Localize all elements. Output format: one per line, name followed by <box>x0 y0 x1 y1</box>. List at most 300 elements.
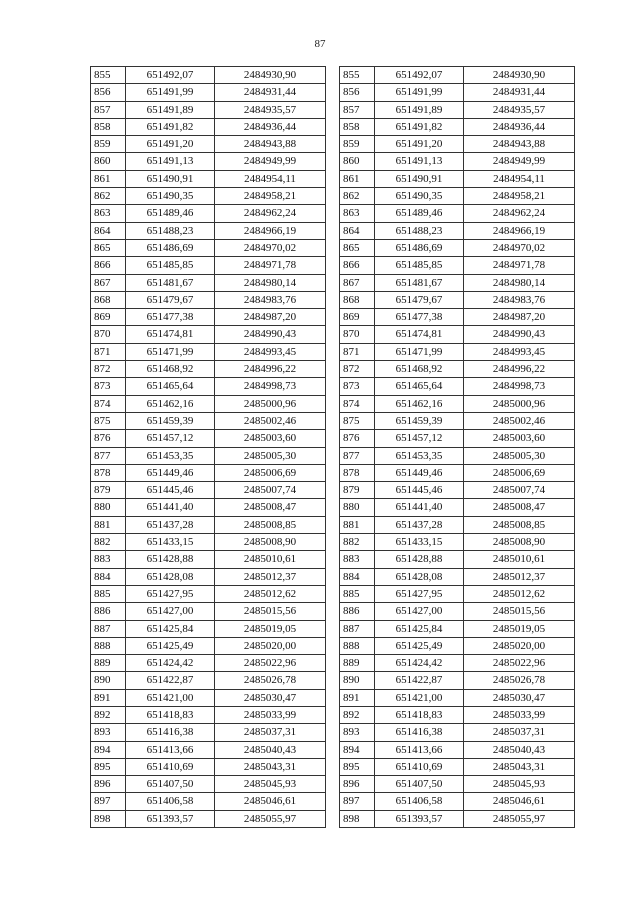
x-coordinate-cell: 651491,82 <box>126 118 215 135</box>
y-coordinate-cell: 2484954,11 <box>464 170 575 187</box>
point-number-cell: 887 <box>91 620 126 637</box>
x-coordinate-cell: 651491,82 <box>375 118 464 135</box>
x-coordinate-cell: 651474,81 <box>375 326 464 343</box>
x-coordinate-cell: 651485,85 <box>126 257 215 274</box>
table-row <box>340 395 575 412</box>
x-coordinate-cell: 651491,89 <box>375 101 464 118</box>
x-coordinate-cell: 651490,91 <box>375 170 464 187</box>
y-coordinate-cell: 2484993,45 <box>464 343 575 360</box>
x-coordinate-cell: 651489,46 <box>375 205 464 222</box>
point-number-cell: 893 <box>91 724 126 741</box>
x-coordinate-cell: 651471,99 <box>126 343 215 360</box>
point-number-cell: 863 <box>91 205 126 222</box>
y-coordinate-cell: 2484958,21 <box>464 188 575 205</box>
table-row <box>340 326 575 343</box>
x-coordinate-cell: 651421,00 <box>126 689 215 706</box>
table-row <box>340 706 575 723</box>
point-number-cell: 882 <box>340 534 375 551</box>
table-row <box>91 516 326 533</box>
point-number-cell: 872 <box>91 361 126 378</box>
table-row <box>91 343 326 360</box>
point-number-cell: 859 <box>91 136 126 153</box>
point-number-cell: 876 <box>91 430 126 447</box>
y-coordinate-cell: 2484990,43 <box>215 326 326 343</box>
y-coordinate-cell: 2485043,31 <box>215 758 326 775</box>
table-row <box>91 793 326 810</box>
point-number-cell: 865 <box>91 239 126 256</box>
table-row <box>91 188 326 205</box>
x-coordinate-cell: 651465,64 <box>126 378 215 395</box>
table-row <box>340 603 575 620</box>
point-number-cell: 891 <box>91 689 126 706</box>
table-row <box>91 326 326 343</box>
point-number-cell: 866 <box>91 257 126 274</box>
point-number-cell: 869 <box>340 309 375 326</box>
x-coordinate-cell: 651492,07 <box>375 67 464 84</box>
table-row <box>91 136 326 153</box>
y-coordinate-cell: 2484983,76 <box>215 291 326 308</box>
x-coordinate-cell: 651479,67 <box>126 291 215 308</box>
coordinates-table-right <box>339 66 575 828</box>
point-number-cell: 897 <box>340 793 375 810</box>
point-number-cell: 897 <box>91 793 126 810</box>
x-coordinate-cell: 651393,57 <box>126 810 215 827</box>
y-coordinate-cell: 2485022,96 <box>464 655 575 672</box>
table-row <box>340 724 575 741</box>
table-row <box>340 378 575 395</box>
point-number-cell: 890 <box>91 672 126 689</box>
table-row <box>91 568 326 585</box>
point-number-cell: 875 <box>91 412 126 429</box>
table-row <box>91 239 326 256</box>
table-row <box>340 84 575 101</box>
x-coordinate-cell: 651428,08 <box>126 568 215 585</box>
x-coordinate-cell: 651490,91 <box>126 170 215 187</box>
y-coordinate-cell: 2485019,05 <box>464 620 575 637</box>
table-row <box>340 343 575 360</box>
table-row <box>340 239 575 256</box>
table-row <box>91 672 326 689</box>
point-number-cell: 862 <box>91 188 126 205</box>
table-row <box>91 378 326 395</box>
y-coordinate-cell: 2484962,24 <box>215 205 326 222</box>
y-coordinate-cell: 2485043,31 <box>464 758 575 775</box>
y-coordinate-cell: 2485008,47 <box>464 499 575 516</box>
y-coordinate-cell: 2485012,62 <box>215 585 326 602</box>
y-coordinate-cell: 2484966,19 <box>215 222 326 239</box>
y-coordinate-cell: 2485020,00 <box>215 637 326 654</box>
point-number-cell: 891 <box>340 689 375 706</box>
y-coordinate-cell: 2484930,90 <box>464 67 575 84</box>
y-coordinate-cell: 2484971,78 <box>215 257 326 274</box>
x-coordinate-cell: 651424,42 <box>375 655 464 672</box>
point-number-cell: 889 <box>91 655 126 672</box>
point-number-cell: 892 <box>91 706 126 723</box>
table-row <box>91 585 326 602</box>
point-number-cell: 880 <box>91 499 126 516</box>
point-number-cell: 879 <box>91 482 126 499</box>
x-coordinate-cell: 651477,38 <box>375 309 464 326</box>
y-coordinate-cell: 2485040,43 <box>464 741 575 758</box>
x-coordinate-cell: 651416,38 <box>126 724 215 741</box>
y-coordinate-cell: 2485008,47 <box>215 499 326 516</box>
y-coordinate-cell: 2485005,30 <box>215 447 326 464</box>
table-row <box>340 153 575 170</box>
y-coordinate-cell: 2484998,73 <box>464 378 575 395</box>
table-row <box>340 67 575 84</box>
y-coordinate-cell: 2485003,60 <box>215 430 326 447</box>
x-coordinate-cell: 651488,23 <box>375 222 464 239</box>
point-number-cell: 885 <box>91 585 126 602</box>
x-coordinate-cell: 651485,85 <box>375 257 464 274</box>
y-coordinate-cell: 2484987,20 <box>464 309 575 326</box>
x-coordinate-cell: 651445,46 <box>375 482 464 499</box>
point-number-cell: 859 <box>340 136 375 153</box>
y-coordinate-cell: 2484970,02 <box>464 239 575 256</box>
point-number-cell: 895 <box>340 758 375 775</box>
table-row <box>91 464 326 481</box>
table-row <box>340 136 575 153</box>
point-number-cell: 871 <box>91 343 126 360</box>
x-coordinate-cell: 651462,16 <box>126 395 215 412</box>
point-number-cell: 861 <box>340 170 375 187</box>
x-coordinate-cell: 651457,12 <box>126 430 215 447</box>
table-row <box>340 585 575 602</box>
point-number-cell: 884 <box>340 568 375 585</box>
point-number-cell: 865 <box>340 239 375 256</box>
point-number-cell: 895 <box>91 758 126 775</box>
y-coordinate-cell: 2485008,90 <box>215 534 326 551</box>
table-row <box>340 758 575 775</box>
y-coordinate-cell: 2485006,69 <box>215 464 326 481</box>
x-coordinate-cell: 651459,39 <box>375 412 464 429</box>
y-coordinate-cell: 2485010,61 <box>464 551 575 568</box>
y-coordinate-cell: 2485030,47 <box>215 689 326 706</box>
y-coordinate-cell: 2485000,96 <box>215 395 326 412</box>
table-row <box>91 655 326 672</box>
y-coordinate-cell: 2485012,37 <box>464 568 575 585</box>
x-coordinate-cell: 651491,20 <box>375 136 464 153</box>
y-coordinate-cell: 2485015,56 <box>215 603 326 620</box>
x-coordinate-cell: 651459,39 <box>126 412 215 429</box>
y-coordinate-cell: 2485002,46 <box>464 412 575 429</box>
point-number-cell: 885 <box>340 585 375 602</box>
table-row <box>91 741 326 758</box>
x-coordinate-cell: 651468,92 <box>375 361 464 378</box>
y-coordinate-cell: 2485037,31 <box>464 724 575 741</box>
x-coordinate-cell: 651421,00 <box>375 689 464 706</box>
table-row <box>340 672 575 689</box>
point-number-cell: 860 <box>340 153 375 170</box>
point-number-cell: 860 <box>91 153 126 170</box>
x-coordinate-cell: 651428,88 <box>126 551 215 568</box>
table-row <box>91 637 326 654</box>
x-coordinate-cell: 651457,12 <box>375 430 464 447</box>
point-number-cell: 872 <box>340 361 375 378</box>
table-row <box>91 758 326 775</box>
point-number-cell: 866 <box>340 257 375 274</box>
y-coordinate-cell: 2485037,31 <box>215 724 326 741</box>
y-coordinate-cell: 2484930,90 <box>215 67 326 84</box>
y-coordinate-cell: 2485055,97 <box>464 810 575 827</box>
x-coordinate-cell: 651416,38 <box>375 724 464 741</box>
point-number-cell: 893 <box>340 724 375 741</box>
table-row <box>340 412 575 429</box>
point-number-cell: 896 <box>91 776 126 793</box>
x-coordinate-cell: 651481,67 <box>126 274 215 291</box>
y-coordinate-cell: 2484943,88 <box>464 136 575 153</box>
y-coordinate-cell: 2485046,61 <box>464 793 575 810</box>
y-coordinate-cell: 2485055,97 <box>215 810 326 827</box>
point-number-cell: 861 <box>91 170 126 187</box>
point-number-cell: 876 <box>340 430 375 447</box>
x-coordinate-cell: 651428,08 <box>375 568 464 585</box>
point-number-cell: 864 <box>91 222 126 239</box>
table-row <box>91 620 326 637</box>
x-coordinate-cell: 651490,35 <box>375 188 464 205</box>
x-coordinate-cell: 651441,40 <box>126 499 215 516</box>
y-coordinate-cell: 2484935,57 <box>215 101 326 118</box>
point-number-cell: 868 <box>91 291 126 308</box>
y-coordinate-cell: 2484980,14 <box>215 274 326 291</box>
x-coordinate-cell: 651427,95 <box>375 585 464 602</box>
y-coordinate-cell: 2484931,44 <box>215 84 326 101</box>
x-coordinate-cell: 651406,58 <box>126 793 215 810</box>
y-coordinate-cell: 2485015,56 <box>464 603 575 620</box>
y-coordinate-cell: 2484990,43 <box>464 326 575 343</box>
y-coordinate-cell: 2485003,60 <box>464 430 575 447</box>
page-number: 87 <box>314 38 326 50</box>
point-number-cell: 863 <box>340 205 375 222</box>
table-row <box>91 274 326 291</box>
x-coordinate-cell: 651427,00 <box>126 603 215 620</box>
point-number-cell: 898 <box>340 810 375 827</box>
x-coordinate-cell: 651491,99 <box>375 84 464 101</box>
point-number-cell: 856 <box>340 84 375 101</box>
y-coordinate-cell: 2484966,19 <box>464 222 575 239</box>
point-number-cell: 888 <box>340 637 375 654</box>
point-number-cell: 857 <box>340 101 375 118</box>
table-row <box>91 551 326 568</box>
x-coordinate-cell: 651490,35 <box>126 188 215 205</box>
table-row <box>340 291 575 308</box>
y-coordinate-cell: 2484949,99 <box>215 153 326 170</box>
y-coordinate-cell: 2485019,05 <box>215 620 326 637</box>
y-coordinate-cell: 2485026,78 <box>215 672 326 689</box>
x-coordinate-cell: 651407,50 <box>126 776 215 793</box>
coordinates-table-left <box>90 66 326 828</box>
table-row <box>340 637 575 654</box>
point-number-cell: 894 <box>91 741 126 758</box>
x-coordinate-cell: 651491,13 <box>126 153 215 170</box>
table-row <box>340 516 575 533</box>
x-coordinate-cell: 651479,67 <box>375 291 464 308</box>
x-coordinate-cell: 651488,23 <box>126 222 215 239</box>
point-number-cell: 857 <box>91 101 126 118</box>
point-number-cell: 879 <box>340 482 375 499</box>
point-number-cell: 870 <box>91 326 126 343</box>
x-coordinate-cell: 651425,84 <box>126 620 215 637</box>
x-coordinate-cell: 651491,89 <box>126 101 215 118</box>
y-coordinate-cell: 2484987,20 <box>215 309 326 326</box>
table-row <box>91 67 326 84</box>
point-number-cell: 871 <box>340 343 375 360</box>
x-coordinate-cell: 651465,64 <box>375 378 464 395</box>
y-coordinate-cell: 2484936,44 <box>215 118 326 135</box>
point-number-cell: 886 <box>91 603 126 620</box>
table-row <box>340 205 575 222</box>
table-row <box>91 309 326 326</box>
point-number-cell: 868 <box>340 291 375 308</box>
y-coordinate-cell: 2484943,88 <box>215 136 326 153</box>
x-coordinate-cell: 651449,46 <box>375 464 464 481</box>
y-coordinate-cell: 2485008,90 <box>464 534 575 551</box>
x-coordinate-cell: 651491,13 <box>375 153 464 170</box>
table-row <box>91 257 326 274</box>
y-coordinate-cell: 2485020,00 <box>464 637 575 654</box>
point-number-cell: 858 <box>340 118 375 135</box>
table-row <box>91 84 326 101</box>
x-coordinate-cell: 651481,67 <box>375 274 464 291</box>
y-coordinate-cell: 2485005,30 <box>464 447 575 464</box>
y-coordinate-cell: 2485046,61 <box>215 793 326 810</box>
point-number-cell: 862 <box>340 188 375 205</box>
point-number-cell: 878 <box>340 464 375 481</box>
table-row <box>91 689 326 706</box>
y-coordinate-cell: 2485030,47 <box>464 689 575 706</box>
table-row <box>340 464 575 481</box>
table-row <box>91 499 326 516</box>
point-number-cell: 880 <box>340 499 375 516</box>
table-row <box>91 447 326 464</box>
x-coordinate-cell: 651453,35 <box>126 447 215 464</box>
point-number-cell: 896 <box>340 776 375 793</box>
point-number-cell: 877 <box>340 447 375 464</box>
y-coordinate-cell: 2485002,46 <box>215 412 326 429</box>
x-coordinate-cell: 651433,15 <box>126 534 215 551</box>
table-row <box>340 309 575 326</box>
point-number-cell: 869 <box>91 309 126 326</box>
point-number-cell: 883 <box>340 551 375 568</box>
table-row <box>340 361 575 378</box>
y-coordinate-cell: 2485045,93 <box>215 776 326 793</box>
point-number-cell: 881 <box>340 516 375 533</box>
point-number-cell: 858 <box>91 118 126 135</box>
table-row <box>91 706 326 723</box>
y-coordinate-cell: 2484931,44 <box>464 84 575 101</box>
x-coordinate-cell: 651437,28 <box>126 516 215 533</box>
table-row <box>340 274 575 291</box>
table-row <box>91 101 326 118</box>
x-coordinate-cell: 651449,46 <box>126 464 215 481</box>
y-coordinate-cell: 2484970,02 <box>215 239 326 256</box>
x-coordinate-cell: 651410,69 <box>126 758 215 775</box>
x-coordinate-cell: 651422,87 <box>375 672 464 689</box>
x-coordinate-cell: 651453,35 <box>375 447 464 464</box>
table-row <box>340 170 575 187</box>
table-row <box>340 499 575 516</box>
y-coordinate-cell: 2484998,73 <box>215 378 326 395</box>
y-coordinate-cell: 2484996,22 <box>215 361 326 378</box>
x-coordinate-cell: 651445,46 <box>126 482 215 499</box>
y-coordinate-cell: 2485045,93 <box>464 776 575 793</box>
point-number-cell: 888 <box>91 637 126 654</box>
point-number-cell: 870 <box>340 326 375 343</box>
y-coordinate-cell: 2484936,44 <box>464 118 575 135</box>
table-row <box>91 776 326 793</box>
x-coordinate-cell: 651422,87 <box>126 672 215 689</box>
point-number-cell: 874 <box>91 395 126 412</box>
y-coordinate-cell: 2485010,61 <box>215 551 326 568</box>
table-row <box>91 810 326 827</box>
table-row <box>340 257 575 274</box>
table-row <box>340 810 575 827</box>
point-number-cell: 892 <box>340 706 375 723</box>
table-row <box>91 482 326 499</box>
x-coordinate-cell: 651492,07 <box>126 67 215 84</box>
y-coordinate-cell: 2484993,45 <box>215 343 326 360</box>
table-row <box>340 118 575 135</box>
x-coordinate-cell: 651424,42 <box>126 655 215 672</box>
x-coordinate-cell: 651441,40 <box>375 499 464 516</box>
y-coordinate-cell: 2484935,57 <box>464 101 575 118</box>
x-coordinate-cell: 651425,49 <box>375 637 464 654</box>
table-row <box>340 793 575 810</box>
table-row <box>340 689 575 706</box>
table-row <box>91 430 326 447</box>
table-row <box>340 776 575 793</box>
x-coordinate-cell: 651407,50 <box>375 776 464 793</box>
point-number-cell: 887 <box>340 620 375 637</box>
point-number-cell: 877 <box>91 447 126 464</box>
table-row <box>91 395 326 412</box>
table-row <box>340 101 575 118</box>
y-coordinate-cell: 2485033,99 <box>215 706 326 723</box>
y-coordinate-cell: 2485007,74 <box>464 482 575 499</box>
point-number-cell: 855 <box>91 67 126 84</box>
table-row <box>91 153 326 170</box>
point-number-cell: 855 <box>340 67 375 84</box>
point-number-cell: 898 <box>91 810 126 827</box>
point-number-cell: 875 <box>340 412 375 429</box>
point-number-cell: 883 <box>91 551 126 568</box>
table-row <box>91 412 326 429</box>
x-coordinate-cell: 651393,57 <box>375 810 464 827</box>
table-row <box>340 620 575 637</box>
table-row <box>340 188 575 205</box>
y-coordinate-cell: 2484958,21 <box>215 188 326 205</box>
x-coordinate-cell: 651489,46 <box>126 205 215 222</box>
y-coordinate-cell: 2485033,99 <box>464 706 575 723</box>
x-coordinate-cell: 651427,95 <box>126 585 215 602</box>
table-row <box>340 430 575 447</box>
y-coordinate-cell: 2485012,62 <box>464 585 575 602</box>
x-coordinate-cell: 651413,66 <box>375 741 464 758</box>
x-coordinate-cell: 651410,69 <box>375 758 464 775</box>
x-coordinate-cell: 651486,69 <box>375 239 464 256</box>
point-number-cell: 873 <box>340 378 375 395</box>
y-coordinate-cell: 2485000,96 <box>464 395 575 412</box>
point-number-cell: 886 <box>340 603 375 620</box>
x-coordinate-cell: 651491,20 <box>126 136 215 153</box>
table-row <box>340 482 575 499</box>
y-coordinate-cell: 2484962,24 <box>464 205 575 222</box>
y-coordinate-cell: 2484954,11 <box>215 170 326 187</box>
y-coordinate-cell: 2484971,78 <box>464 257 575 274</box>
table-row <box>91 361 326 378</box>
table-row <box>340 534 575 551</box>
table-row <box>91 603 326 620</box>
